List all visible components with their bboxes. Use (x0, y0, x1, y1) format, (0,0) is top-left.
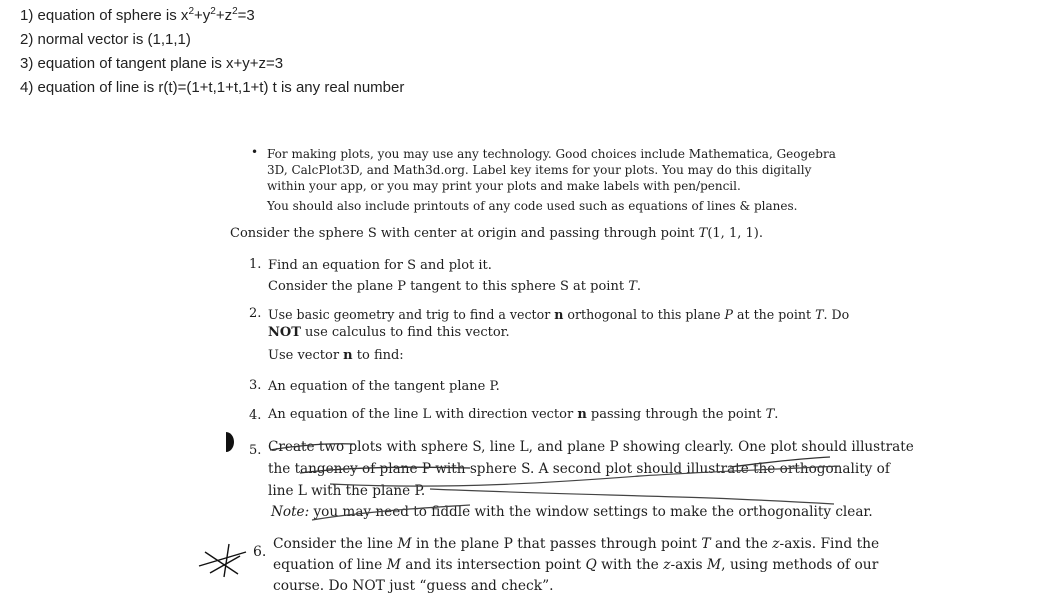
strike-line-create (270, 444, 355, 450)
strike-line-plane (300, 467, 470, 473)
q1-number: 1. (249, 257, 262, 272)
q1-text: Find an equation for S and plot it. (268, 258, 492, 273)
q4-number: 4. (249, 408, 262, 423)
half-circle-mark (226, 432, 234, 452)
answer-3: 3) equation of tangent plane is x+y+z=3 (20, 55, 284, 72)
q6-text: Consider the line M in the plane P that passes through point T and the z-axis. Find the equation of line M and its intersection point Q with the z-axis M, using methods of our course. Do NOT just “guess and check”. (273, 536, 880, 594)
q2-text: Use basic geometry and trig to find a vector n orthogonal to this plane P at the point T. Do (268, 307, 850, 322)
star-mark (199, 544, 246, 577)
q2-number: 2. (249, 306, 262, 321)
q2-text-line2: NOT use calculus to find this vector. (268, 325, 510, 340)
q5-text: Create two plots with sphere S, line L, and plane P showing clearly. One plot should illustrate the tangency of plane P with sphere S. A second plot should illustrate the orthogonality of line L with the plane P. (268, 439, 914, 499)
bullet-code-note: You should also include printouts of any code used such as equations of lines & planes. (267, 199, 798, 213)
q1-plane-text: Consider the plane P tangent to this sphere S at point T. (268, 279, 641, 294)
cross-stroke-2 (430, 489, 834, 504)
q5-number: 5. (249, 443, 262, 458)
bullet-paragraph: For making plots, you may use any technology. Good choices include Mathematica, Geogebra 3D, CalcPlot3D, and Math3d.org. Label key items for your plots. You may do this digitally within your app, or you may print your plots and make labels with pen/pencil. (267, 147, 836, 193)
q2-use-vector: Use vector n to find: (268, 348, 404, 363)
bullet-icon: • (251, 145, 259, 159)
answer-1: 1) equation of sphere is $x^2+y^2+z^2=3$ (20, 6, 255, 24)
q3-number: 3. (249, 378, 262, 393)
q6-number: 6. (253, 544, 267, 560)
q4-text: An equation of the line L with direction vector n passing through the point T. (268, 407, 779, 422)
q5-note: Note: you may need to fiddle with the window settings to make the orthogonality clear. (271, 504, 873, 520)
cross-stroke-1 (330, 466, 840, 486)
intro-text: Consider the sphere S with center at origin and passing through point T(1, 1, 1). (230, 226, 763, 241)
q3-text: An equation of the tangent plane P. (268, 379, 500, 394)
underline-stroke (312, 505, 470, 520)
orthogonality-strike (730, 457, 830, 467)
answer-2: 2) normal vector is (1,1,1) (20, 31, 191, 48)
answer-4: 4) equation of line is r(t)=(1+t,1+t,1+t) t is any real number (20, 79, 405, 96)
